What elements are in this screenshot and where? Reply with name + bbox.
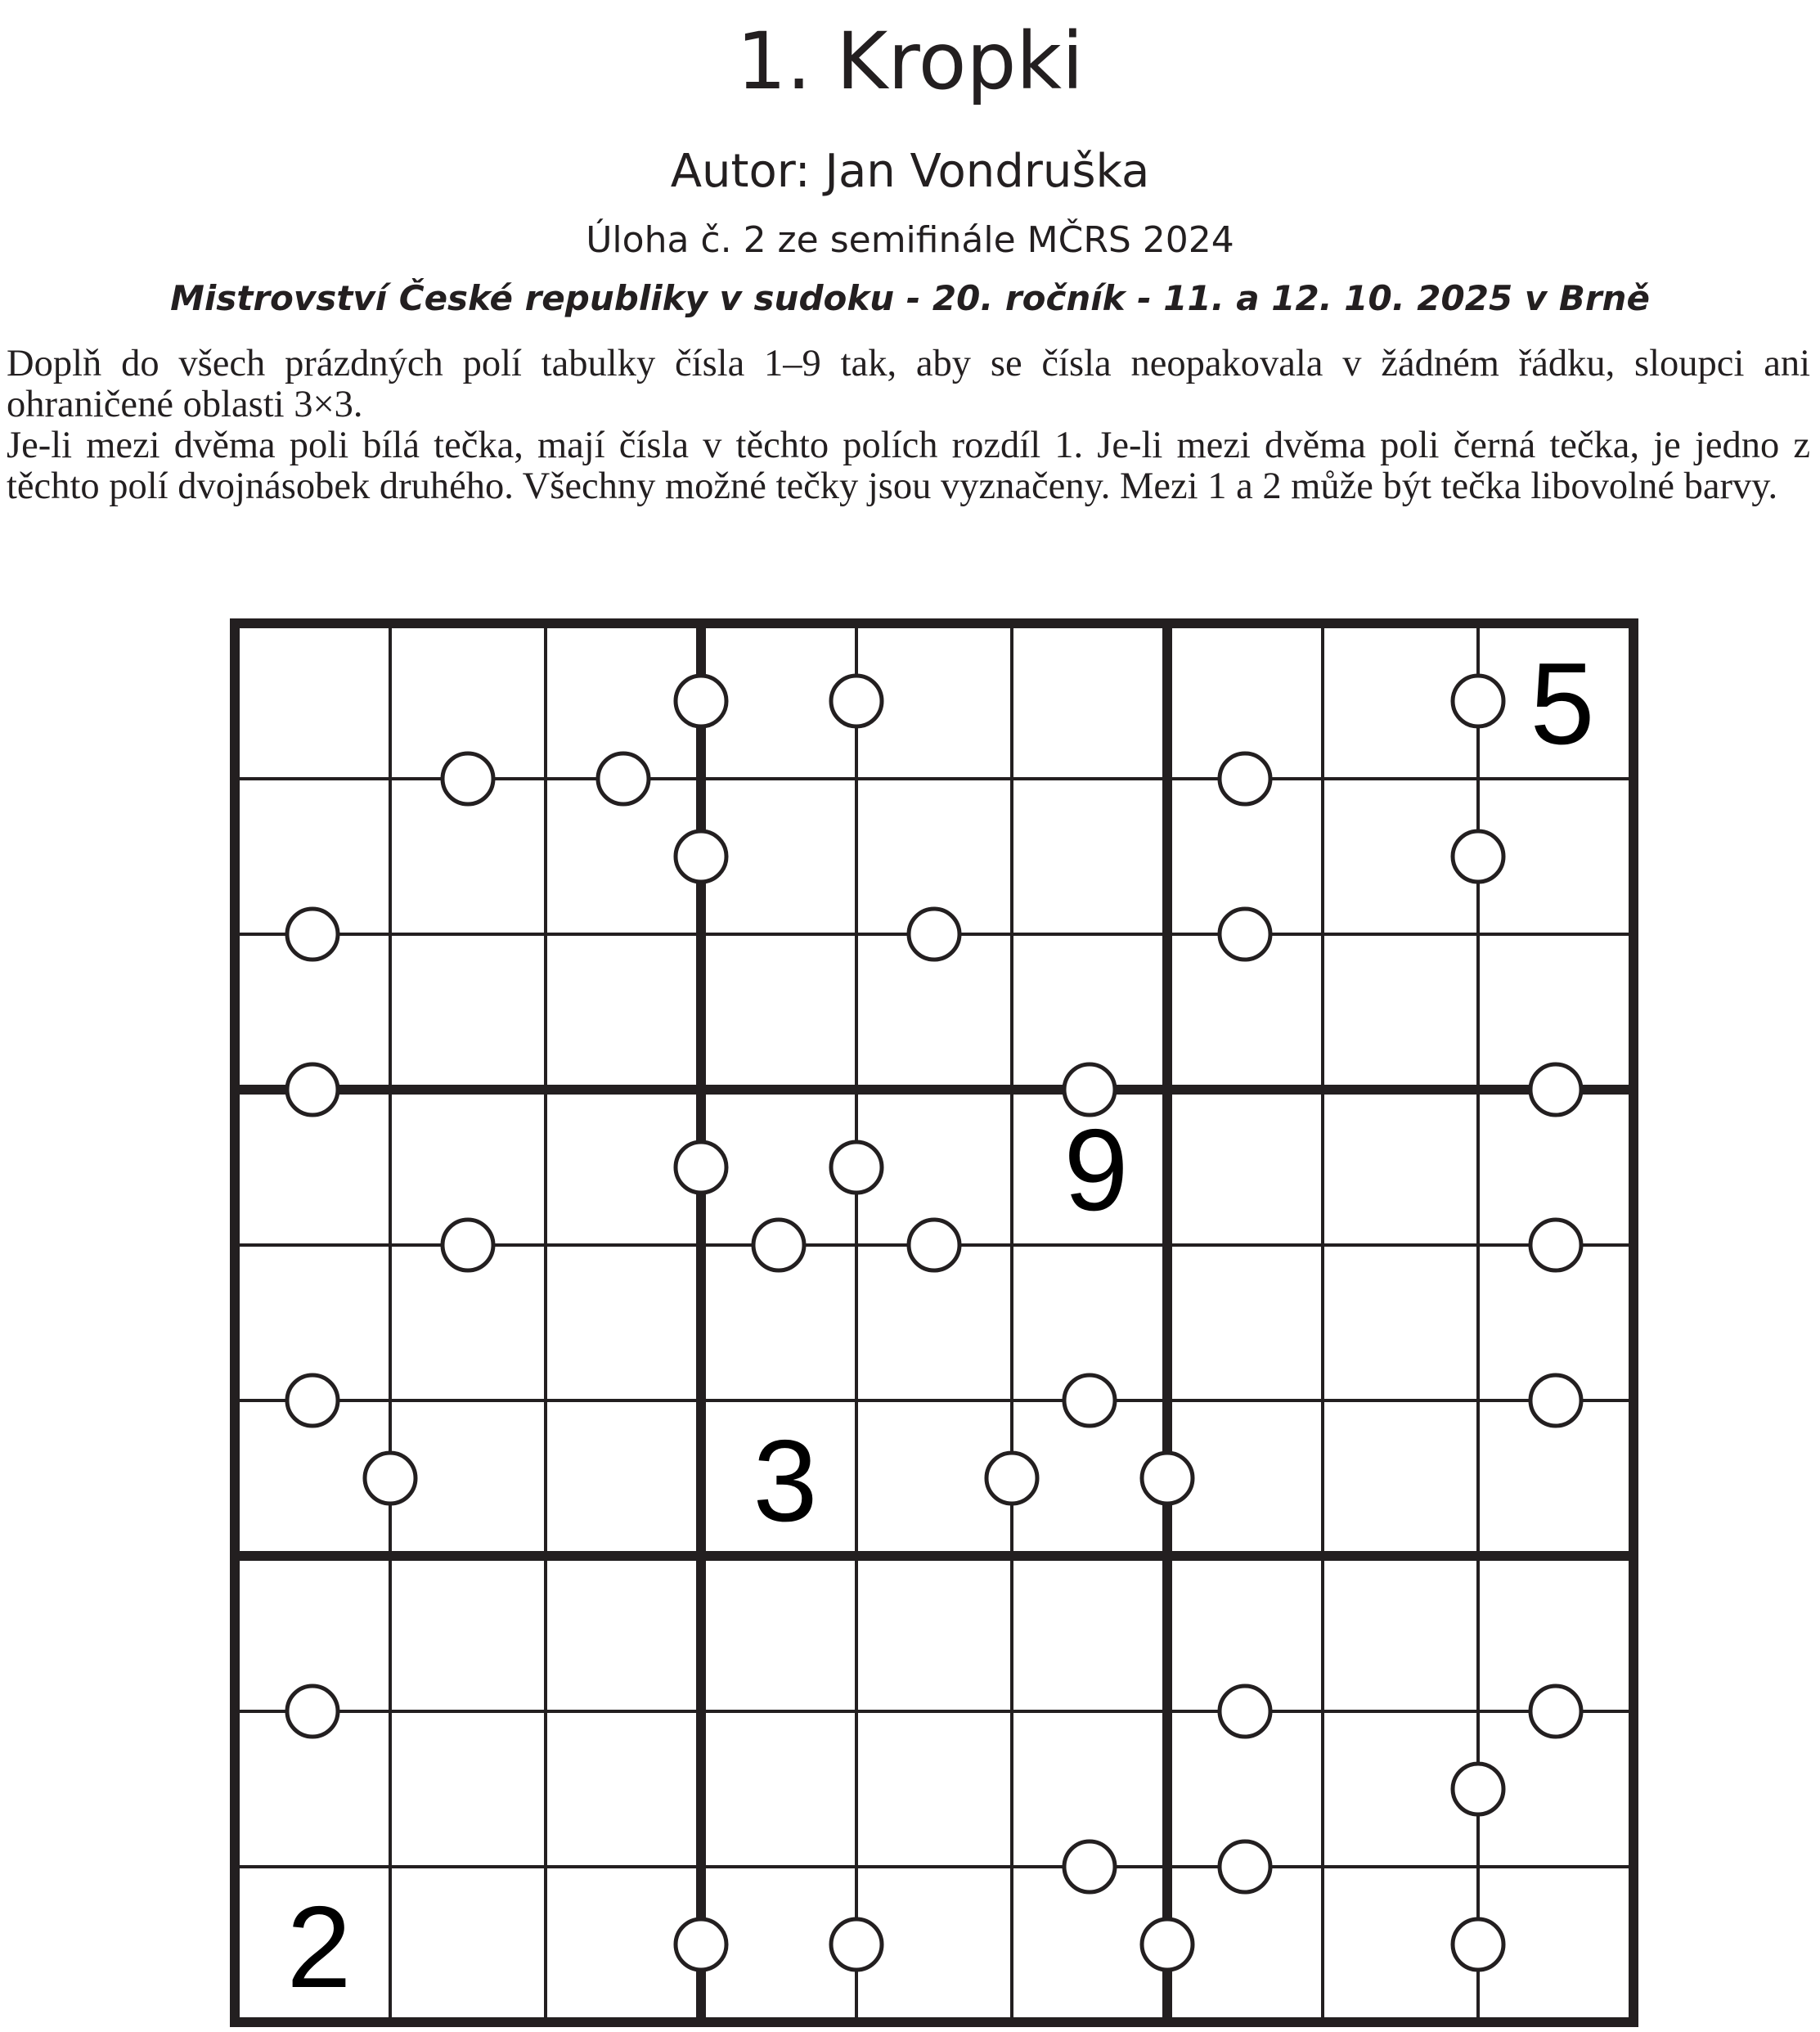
white-dot	[831, 676, 882, 726]
given-digit: 2	[286, 1882, 352, 2012]
white-dot	[1064, 1841, 1115, 1892]
given-digit: 3	[753, 1416, 818, 1546]
white-dot	[676, 1919, 726, 1970]
white-dot	[1530, 1220, 1581, 1270]
white-dot	[365, 1453, 416, 1504]
white-dot	[831, 1142, 882, 1193]
given-digit: 9	[1063, 1105, 1129, 1235]
task-line: Úloha č. 2 ze semifinále MČRS 2024	[586, 219, 1234, 261]
white-dot	[676, 831, 726, 882]
white-dot	[1453, 831, 1503, 882]
white-dot	[287, 1375, 338, 1426]
white-dot	[443, 1220, 493, 1270]
white-dot	[287, 909, 338, 960]
white-dot	[443, 753, 493, 804]
given-digit: 5	[1530, 639, 1595, 769]
white-dot	[1220, 1841, 1270, 1892]
white-dot	[1064, 1375, 1115, 1426]
white-dot	[287, 1064, 338, 1115]
white-dot	[676, 1142, 726, 1193]
white-dot	[1142, 1453, 1193, 1504]
white-dot	[831, 1919, 882, 1970]
rules-paragraph-2: Je-li mezi dvěma poli bílá tečka, mají čísla v těchto polích rozdíl 1. Je-li mezi dvěma poli černá tečka, je jedno z těchto polí dvojnásobek druhého. Všechny možné tečky jsou vyznačeny. Mezi 1 a 2 může být tečka libovolné barvy.	[7, 425, 1810, 507]
white-dot	[1220, 753, 1270, 804]
white-dot	[909, 909, 959, 960]
white-dot	[1453, 1764, 1503, 1814]
white-dot	[287, 1686, 338, 1737]
white-dot	[1142, 1919, 1193, 1970]
white-dot	[676, 676, 726, 726]
white-dot	[598, 753, 649, 804]
white-dot	[1530, 1686, 1581, 1737]
white-dot	[1453, 676, 1503, 726]
white-dot	[909, 1220, 959, 1270]
white-dot	[986, 1453, 1037, 1504]
white-dot	[1530, 1064, 1581, 1115]
white-dot	[753, 1220, 804, 1270]
puzzle-title: 1. Kropki	[736, 16, 1084, 107]
event-line: Mistrovství České republiky v sudoku - 20. ročník - 11. a 12. 10. 2025 v Brně	[170, 278, 1650, 318]
author-line: Autor: Jan Vondruška	[670, 145, 1150, 198]
white-dot	[1453, 1919, 1503, 1970]
white-dot	[1530, 1375, 1581, 1426]
rules-paragraph-1: Doplň do všech prázdných polí tabulky čísla 1–9 tak, aby se čísla neopakovala v žádném řádku, sloupci ani ohraničené oblasti 3×3.	[7, 343, 1810, 425]
white-dot	[1220, 909, 1270, 960]
white-dot	[1220, 1686, 1270, 1737]
